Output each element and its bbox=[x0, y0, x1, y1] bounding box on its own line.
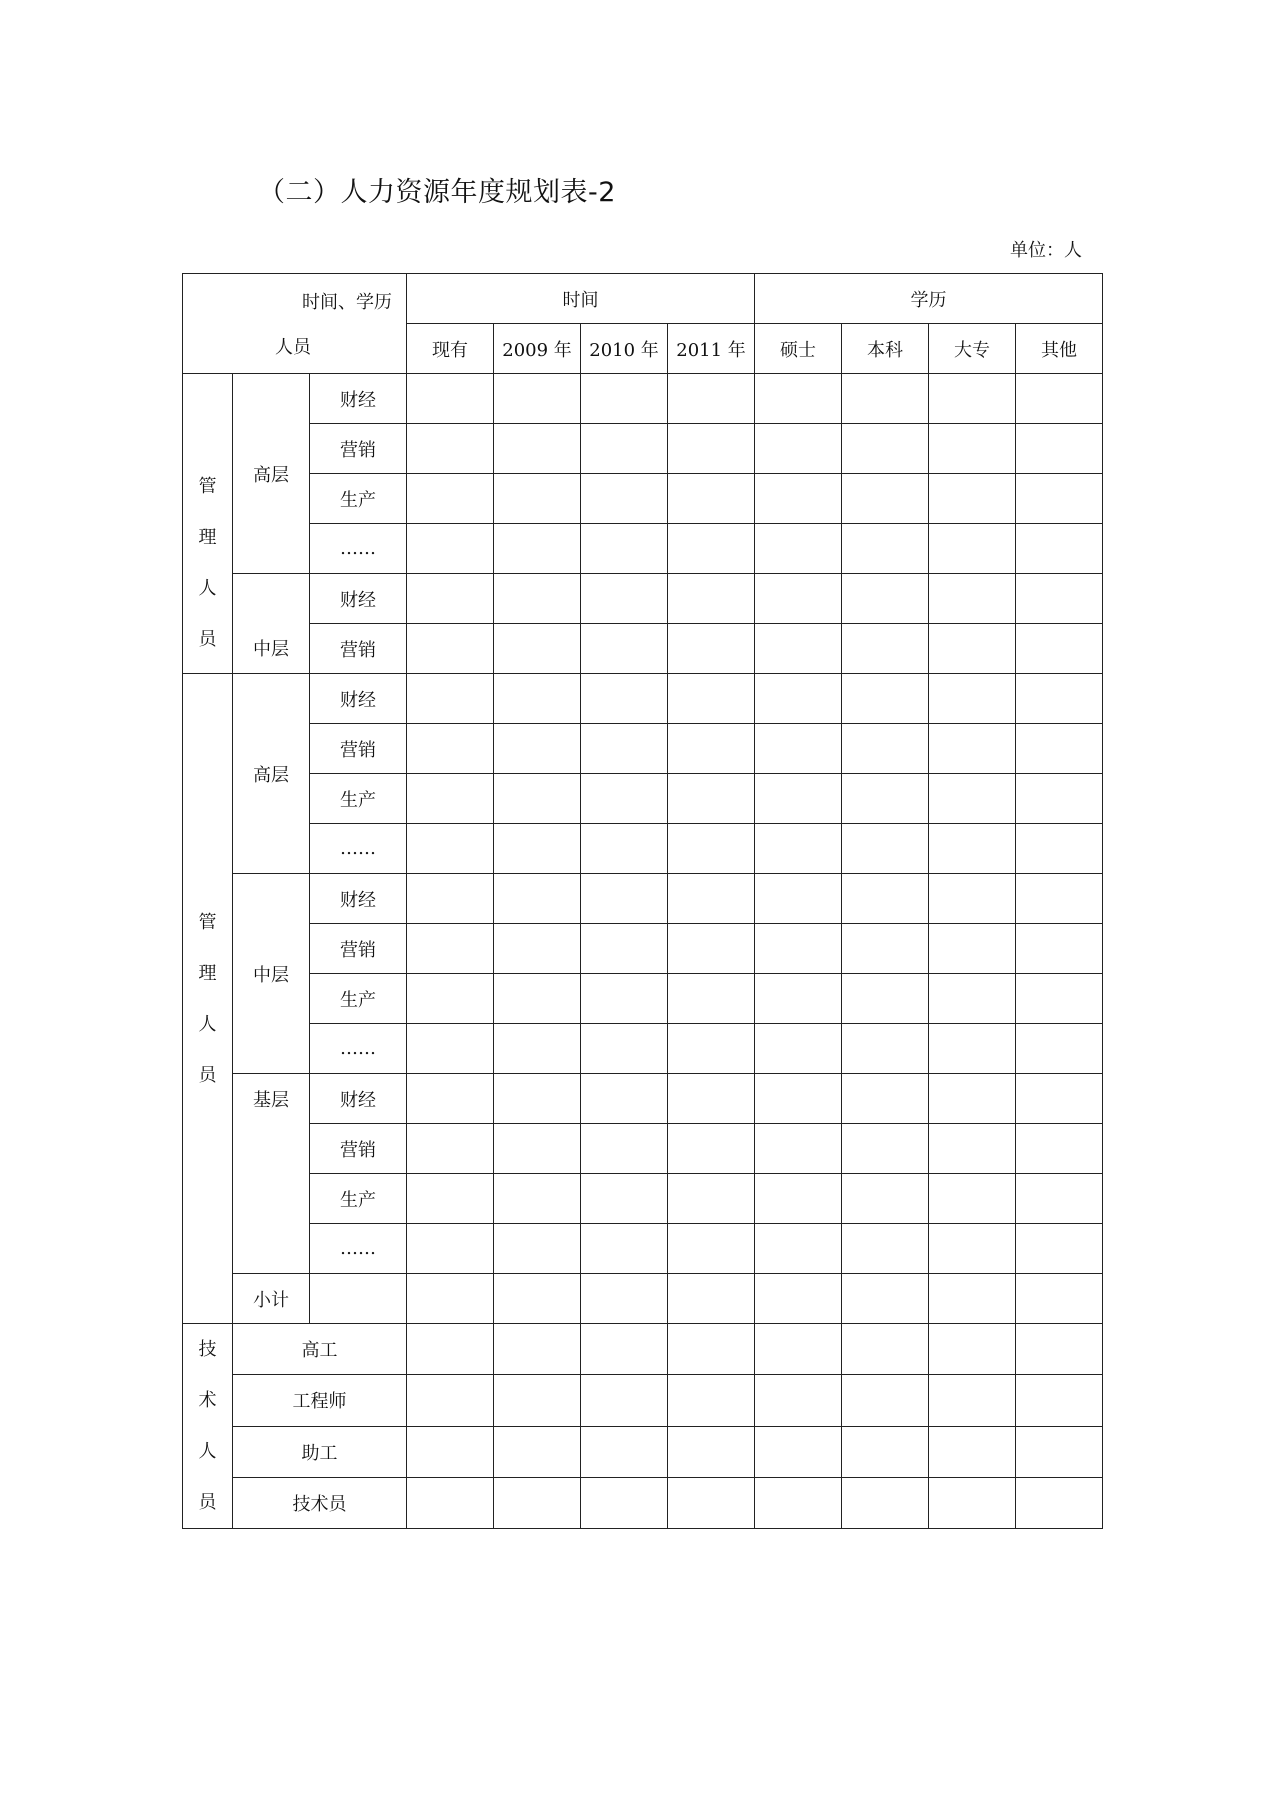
cell[interactable] bbox=[581, 424, 668, 474]
cell[interactable] bbox=[581, 924, 668, 974]
cell[interactable] bbox=[581, 374, 668, 424]
item-label: 财经 bbox=[310, 574, 407, 624]
item-label: 生产 bbox=[310, 1174, 407, 1224]
cell[interactable] bbox=[842, 474, 929, 524]
cell[interactable] bbox=[407, 1477, 494, 1528]
cell[interactable] bbox=[668, 724, 755, 774]
table-row bbox=[183, 474, 1103, 524]
cell[interactable] bbox=[842, 374, 929, 424]
cell[interactable] bbox=[581, 1124, 668, 1174]
table-row bbox=[183, 1375, 1103, 1426]
item-label: 生产 bbox=[310, 774, 407, 824]
col-header: 2011 年 bbox=[668, 324, 755, 374]
cell[interactable] bbox=[581, 674, 668, 724]
cell[interactable] bbox=[755, 624, 842, 674]
cell[interactable] bbox=[407, 724, 494, 774]
item-label: …… bbox=[310, 824, 407, 874]
cell[interactable] bbox=[842, 424, 929, 474]
cell[interactable] bbox=[929, 1174, 1016, 1224]
cell[interactable] bbox=[494, 1074, 581, 1124]
cell[interactable] bbox=[494, 1124, 581, 1174]
cell[interactable] bbox=[581, 1375, 668, 1426]
cell[interactable] bbox=[407, 1375, 494, 1426]
cell[interactable] bbox=[407, 524, 494, 574]
cell[interactable] bbox=[668, 624, 755, 674]
cell[interactable] bbox=[407, 624, 494, 674]
table-row bbox=[183, 1274, 1103, 1324]
table-row bbox=[183, 1124, 1103, 1174]
cell[interactable] bbox=[494, 624, 581, 674]
cell[interactable] bbox=[668, 1174, 755, 1224]
table-row bbox=[183, 974, 1103, 1024]
cell[interactable] bbox=[407, 1024, 494, 1074]
table-row bbox=[183, 1174, 1103, 1224]
page-title: （二）人力资源年度规划表-2 bbox=[258, 177, 616, 208]
cell[interactable] bbox=[755, 1224, 842, 1274]
cell[interactable] bbox=[668, 1477, 755, 1528]
cell[interactable] bbox=[581, 974, 668, 1024]
cell[interactable] bbox=[1016, 824, 1103, 874]
cell[interactable] bbox=[929, 1224, 1016, 1274]
cell[interactable] bbox=[1016, 1426, 1103, 1477]
cell[interactable] bbox=[755, 1024, 842, 1074]
table-row bbox=[183, 574, 1103, 624]
cell[interactable] bbox=[407, 424, 494, 474]
cell[interactable] bbox=[929, 924, 1016, 974]
cell[interactable] bbox=[407, 924, 494, 974]
cell[interactable] bbox=[668, 474, 755, 524]
cell[interactable] bbox=[842, 1224, 929, 1274]
col-header: 大专 bbox=[929, 324, 1016, 374]
item-label: 营销 bbox=[310, 1124, 407, 1174]
level-label: 基层 bbox=[233, 1074, 310, 1274]
cell[interactable] bbox=[407, 974, 494, 1024]
cell[interactable] bbox=[1016, 474, 1103, 524]
table-row bbox=[183, 374, 1103, 424]
item-label: …… bbox=[310, 524, 407, 574]
cell[interactable] bbox=[755, 1124, 842, 1174]
edu-group-header: 学历 bbox=[755, 274, 1103, 324]
cell[interactable] bbox=[842, 974, 929, 1024]
cell[interactable] bbox=[668, 774, 755, 824]
cell[interactable] bbox=[755, 424, 842, 474]
cell[interactable] bbox=[668, 1124, 755, 1174]
cell[interactable] bbox=[581, 624, 668, 674]
cell[interactable] bbox=[929, 1274, 1016, 1324]
cell[interactable] bbox=[581, 1174, 668, 1224]
col-header: 硕士 bbox=[755, 324, 842, 374]
cell[interactable] bbox=[755, 674, 842, 724]
section-label-management-1: 管 理 人 员 bbox=[183, 374, 233, 674]
table-row bbox=[183, 724, 1103, 774]
cell[interactable] bbox=[929, 824, 1016, 874]
tech-item-label: 工程师 bbox=[233, 1375, 407, 1426]
cell[interactable] bbox=[407, 374, 494, 424]
col-header: 本科 bbox=[842, 324, 929, 374]
tech-item-label: 高工 bbox=[233, 1324, 407, 1375]
cell[interactable] bbox=[407, 1224, 494, 1274]
cell[interactable] bbox=[407, 674, 494, 724]
cell[interactable] bbox=[929, 1477, 1016, 1528]
table-row bbox=[183, 924, 1103, 974]
cell[interactable] bbox=[494, 1375, 581, 1426]
cell[interactable] bbox=[1016, 974, 1103, 1024]
cell[interactable] bbox=[581, 1477, 668, 1528]
cell[interactable] bbox=[1016, 1324, 1103, 1375]
cell[interactable] bbox=[755, 1274, 842, 1324]
cell[interactable] bbox=[842, 1477, 929, 1528]
cell[interactable] bbox=[929, 1375, 1016, 1426]
cell[interactable] bbox=[929, 974, 1016, 1024]
subtotal-blank bbox=[310, 1274, 407, 1324]
cell[interactable] bbox=[755, 1174, 842, 1224]
cell[interactable] bbox=[407, 774, 494, 824]
cell[interactable] bbox=[929, 374, 1016, 424]
cell[interactable] bbox=[494, 1324, 581, 1375]
cell[interactable] bbox=[842, 1426, 929, 1477]
cell[interactable] bbox=[842, 1174, 929, 1224]
cell[interactable] bbox=[407, 824, 494, 874]
cell[interactable] bbox=[668, 424, 755, 474]
table-row bbox=[183, 1074, 1103, 1124]
cell[interactable] bbox=[407, 1074, 494, 1124]
tech-item-label: 技术员 bbox=[233, 1477, 407, 1528]
time-group-header: 时间 bbox=[407, 274, 755, 324]
cell[interactable] bbox=[755, 874, 842, 924]
cell[interactable] bbox=[929, 674, 1016, 724]
cell[interactable] bbox=[494, 474, 581, 524]
cell[interactable] bbox=[929, 1074, 1016, 1124]
cell[interactable] bbox=[929, 624, 1016, 674]
cell[interactable] bbox=[755, 974, 842, 1024]
cell[interactable] bbox=[755, 824, 842, 874]
cell[interactable] bbox=[407, 574, 494, 624]
cell[interactable] bbox=[755, 474, 842, 524]
table-row bbox=[183, 774, 1103, 824]
cell[interactable] bbox=[1016, 1274, 1103, 1324]
cell[interactable] bbox=[407, 474, 494, 524]
cell[interactable] bbox=[1016, 424, 1103, 474]
item-label: …… bbox=[310, 1024, 407, 1074]
cell[interactable] bbox=[581, 574, 668, 624]
cell[interactable] bbox=[755, 1426, 842, 1477]
table-row bbox=[183, 1426, 1103, 1477]
section-label-management-2: 管 理 人 员 bbox=[183, 674, 233, 1324]
cell[interactable] bbox=[494, 1174, 581, 1224]
cell[interactable] bbox=[407, 1174, 494, 1224]
cell[interactable] bbox=[755, 524, 842, 574]
table-row bbox=[183, 874, 1103, 924]
cell[interactable] bbox=[842, 774, 929, 824]
cell[interactable] bbox=[668, 1324, 755, 1375]
cell[interactable] bbox=[1016, 724, 1103, 774]
cell[interactable] bbox=[842, 874, 929, 924]
cell[interactable] bbox=[842, 674, 929, 724]
cell[interactable] bbox=[668, 1024, 755, 1074]
cell[interactable] bbox=[929, 874, 1016, 924]
cell[interactable] bbox=[1016, 624, 1103, 674]
cell[interactable] bbox=[581, 1324, 668, 1375]
cell[interactable] bbox=[668, 1074, 755, 1124]
item-label: 生产 bbox=[310, 474, 407, 524]
cell[interactable] bbox=[1016, 924, 1103, 974]
cell[interactable] bbox=[1016, 574, 1103, 624]
cell[interactable] bbox=[494, 724, 581, 774]
cell[interactable] bbox=[842, 1324, 929, 1375]
cell[interactable] bbox=[407, 1274, 494, 1324]
cell[interactable] bbox=[1016, 674, 1103, 724]
cell[interactable] bbox=[494, 974, 581, 1024]
cell[interactable] bbox=[581, 1024, 668, 1074]
cell[interactable] bbox=[581, 1426, 668, 1477]
cell[interactable] bbox=[929, 1426, 1016, 1477]
cell[interactable] bbox=[668, 1224, 755, 1274]
cell[interactable] bbox=[1016, 374, 1103, 424]
item-label: 财经 bbox=[310, 1074, 407, 1124]
cell[interactable] bbox=[1016, 1375, 1103, 1426]
cell[interactable] bbox=[755, 1324, 842, 1375]
hr-plan-table bbox=[182, 273, 1103, 1529]
cell[interactable] bbox=[494, 674, 581, 724]
table-row bbox=[183, 1224, 1103, 1274]
cell[interactable] bbox=[929, 574, 1016, 624]
cell[interactable] bbox=[1016, 1024, 1103, 1074]
cell[interactable] bbox=[929, 424, 1016, 474]
cell[interactable] bbox=[407, 874, 494, 924]
cell[interactable] bbox=[842, 724, 929, 774]
cell[interactable] bbox=[1016, 1074, 1103, 1124]
cell[interactable] bbox=[755, 1375, 842, 1426]
level-label: 高层 bbox=[233, 674, 310, 874]
cell[interactable] bbox=[494, 1024, 581, 1074]
col-header: 2009 年 bbox=[494, 324, 581, 374]
cell[interactable] bbox=[755, 574, 842, 624]
col-header: 其他 bbox=[1016, 324, 1103, 374]
cell[interactable] bbox=[1016, 774, 1103, 824]
cell[interactable] bbox=[1016, 524, 1103, 574]
level-label: 中层 bbox=[233, 874, 310, 1074]
cell[interactable] bbox=[494, 1426, 581, 1477]
cell[interactable] bbox=[494, 924, 581, 974]
cell[interactable] bbox=[668, 1375, 755, 1426]
cell[interactable] bbox=[842, 574, 929, 624]
cell[interactable] bbox=[668, 974, 755, 1024]
item-label: …… bbox=[310, 1224, 407, 1274]
cell[interactable] bbox=[494, 1224, 581, 1274]
cell[interactable] bbox=[929, 1124, 1016, 1174]
cell[interactable] bbox=[581, 774, 668, 824]
cell[interactable] bbox=[581, 1224, 668, 1274]
cell[interactable] bbox=[929, 774, 1016, 824]
table-row bbox=[183, 524, 1103, 574]
table-row bbox=[183, 424, 1103, 474]
cell[interactable] bbox=[407, 1324, 494, 1375]
cell[interactable] bbox=[407, 1124, 494, 1174]
item-label: 营销 bbox=[310, 724, 407, 774]
cell[interactable] bbox=[668, 824, 755, 874]
cell[interactable] bbox=[929, 1324, 1016, 1375]
cell[interactable] bbox=[1016, 874, 1103, 924]
col-header: 现有 bbox=[407, 324, 494, 374]
cell[interactable] bbox=[668, 374, 755, 424]
table-row bbox=[183, 1024, 1103, 1074]
cell[interactable] bbox=[842, 1375, 929, 1426]
cell[interactable] bbox=[581, 824, 668, 874]
cell[interactable] bbox=[929, 474, 1016, 524]
cell[interactable] bbox=[755, 1074, 842, 1124]
cell[interactable] bbox=[1016, 1174, 1103, 1224]
cell[interactable] bbox=[581, 724, 668, 774]
subtotal-label: 小计 bbox=[233, 1274, 310, 1324]
header-row-1 bbox=[183, 274, 1103, 324]
cell[interactable] bbox=[755, 1477, 842, 1528]
cell[interactable] bbox=[842, 824, 929, 874]
cell[interactable] bbox=[929, 524, 1016, 574]
unit-label: 单位：人 bbox=[1010, 240, 1082, 261]
cell[interactable] bbox=[668, 574, 755, 624]
cell[interactable] bbox=[494, 824, 581, 874]
section-label-technical: 技 术 人 员 bbox=[183, 1324, 233, 1529]
cell[interactable] bbox=[494, 1477, 581, 1528]
cell[interactable] bbox=[668, 1426, 755, 1477]
cell[interactable] bbox=[668, 1274, 755, 1324]
tech-item-label: 助工 bbox=[233, 1426, 407, 1477]
corner-top-label: 时间、学历 bbox=[302, 292, 393, 313]
cell[interactable] bbox=[842, 924, 929, 974]
cell[interactable] bbox=[842, 624, 929, 674]
cell[interactable] bbox=[581, 474, 668, 524]
cell[interactable] bbox=[668, 874, 755, 924]
item-label: 营销 bbox=[310, 624, 407, 674]
cell[interactable] bbox=[494, 524, 581, 574]
cell[interactable] bbox=[581, 1074, 668, 1124]
cell[interactable] bbox=[494, 774, 581, 824]
cell[interactable] bbox=[842, 524, 929, 574]
item-label: 财经 bbox=[310, 874, 407, 924]
cell[interactable] bbox=[494, 374, 581, 424]
cell[interactable] bbox=[755, 724, 842, 774]
item-label: 营销 bbox=[310, 924, 407, 974]
cell[interactable] bbox=[1016, 1477, 1103, 1528]
col-header: 2010 年 bbox=[581, 324, 668, 374]
cell[interactable] bbox=[668, 674, 755, 724]
table-row bbox=[183, 824, 1103, 874]
item-label: 财经 bbox=[310, 374, 407, 424]
corner-bottom-label: 人员 bbox=[275, 337, 311, 358]
cell[interactable] bbox=[1016, 1224, 1103, 1274]
cell[interactable] bbox=[581, 874, 668, 924]
item-label: 营销 bbox=[310, 424, 407, 474]
cell[interactable] bbox=[494, 1274, 581, 1324]
cell[interactable] bbox=[581, 1274, 668, 1324]
header-corner-cell bbox=[183, 274, 407, 374]
cell[interactable] bbox=[929, 1024, 1016, 1074]
cell[interactable] bbox=[494, 424, 581, 474]
cell[interactable] bbox=[668, 924, 755, 974]
cell[interactable] bbox=[494, 874, 581, 924]
cell[interactable] bbox=[494, 574, 581, 624]
item-label: 生产 bbox=[310, 974, 407, 1024]
table-row bbox=[183, 674, 1103, 724]
cell[interactable] bbox=[842, 1024, 929, 1074]
cell[interactable] bbox=[755, 924, 842, 974]
level-label: 中层 bbox=[233, 574, 310, 674]
cell[interactable] bbox=[842, 1124, 929, 1174]
cell[interactable] bbox=[842, 1074, 929, 1124]
cell[interactable] bbox=[1016, 1124, 1103, 1174]
cell[interactable] bbox=[929, 724, 1016, 774]
cell[interactable] bbox=[407, 1426, 494, 1477]
level-label: 高层 bbox=[233, 374, 310, 574]
table-row bbox=[183, 1477, 1103, 1528]
item-label: 财经 bbox=[310, 674, 407, 724]
table-row bbox=[183, 1324, 1103, 1375]
cell[interactable] bbox=[755, 374, 842, 424]
cell[interactable] bbox=[581, 524, 668, 574]
cell[interactable] bbox=[755, 774, 842, 824]
cell[interactable] bbox=[842, 1274, 929, 1324]
cell[interactable] bbox=[668, 524, 755, 574]
